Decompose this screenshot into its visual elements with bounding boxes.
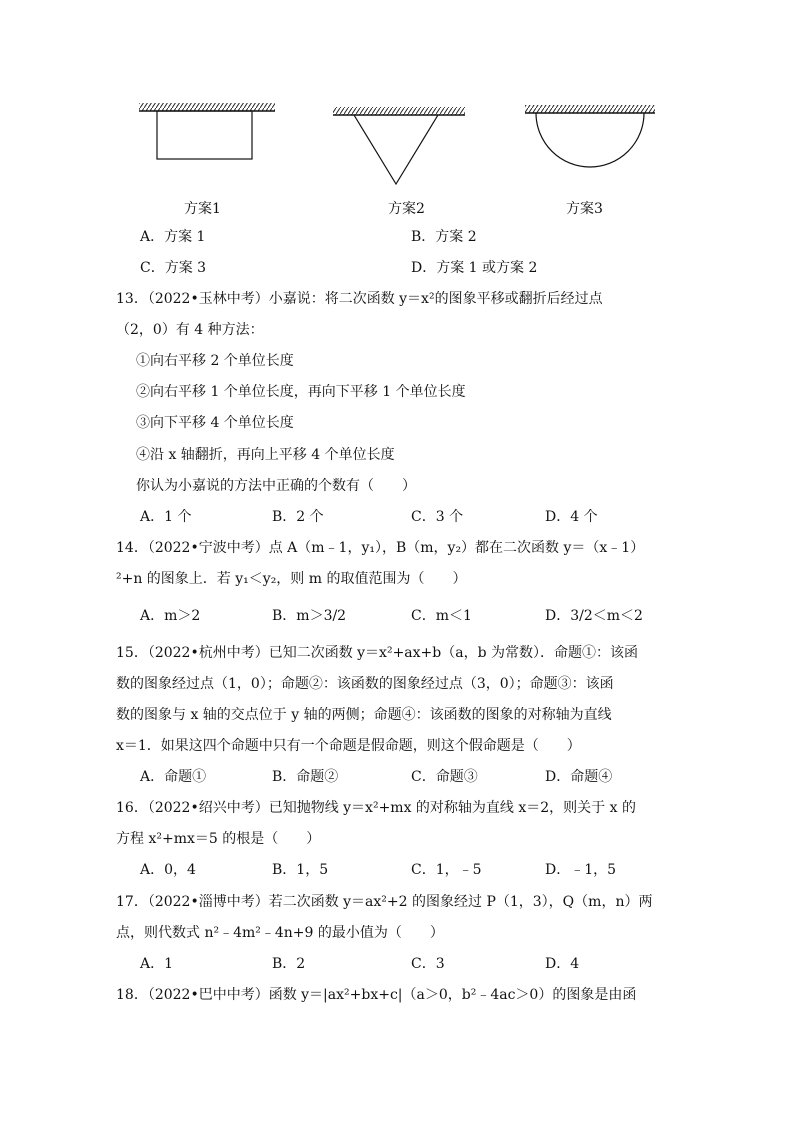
scheme-3-figure [525, 105, 655, 167]
q13-option-a: A．1 个 [140, 509, 192, 525]
q15-option-d: D．命题④ [545, 769, 613, 785]
q12-option-c: C．方案 3 [140, 260, 207, 276]
q14-option-c: C．m＜1 [411, 608, 472, 624]
q14-option-a: A．m＞2 [140, 608, 201, 624]
q13-item-4: ④沿 x 轴翻折，再向上平移 4 个单位长度 [136, 447, 395, 463]
q17-line-2: 点，则代数式 n²﹣4m²﹣4n+9 的最小值为（ ） [116, 925, 444, 941]
q14-stem-line-2: ²+n 的图象上．若 y₁＜y₂，则 m 的取值范围为（ ） [116, 571, 467, 587]
q15-option-a: A．命题① [140, 769, 207, 785]
q15-line-2: 数的图象经过点（1，0）；命题②：该函数的图象经过点（3，0）；命题③：该函 [116, 676, 614, 692]
caption-scheme-1: 方案1 [184, 201, 221, 217]
q17-option-c: C．3 [411, 956, 445, 972]
q17-option-b: B．2 [272, 956, 306, 972]
caption-scheme-3: 方案3 [566, 201, 603, 217]
q16-option-d: D．﹣1，5 [545, 862, 617, 878]
q13-option-b: B．2 个 [272, 509, 324, 525]
q17-option-a: A．1 [140, 956, 174, 972]
q13-item-2: ②向右平移 1 个单位长度，再向下平移 1 个单位长度 [136, 384, 466, 400]
q12-option-a: A．方案 1 [140, 229, 206, 245]
q13-item-3: ③向下平移 4 个单位长度 [136, 415, 294, 431]
q13-stem-line-2: （2，0）有 4 种方法： [116, 322, 264, 338]
q13-item-1: ①向右平移 2 个单位长度 [136, 353, 294, 369]
q14-option-d: D．3/2＜m＜2 [545, 608, 643, 624]
q14-option-b: B．m＞3/2 [272, 608, 347, 624]
q13-option-c: C．3 个 [411, 509, 464, 525]
q13-stem-line-1: 13．（2022•玉林中考）小嘉说：将二次函数 y＝x²的图象平移或翻折后经过点 [116, 291, 603, 307]
q12-option-b: B．方案 2 [411, 229, 477, 245]
q15-line-1: 15．（2022•杭州中考）已知二次函数 y＝x²+ax+b（a，b 为常数）．命题①：该函 [116, 645, 638, 661]
q15-option-b: B．命题② [272, 769, 339, 785]
scheme-2-figure [333, 107, 465, 184]
q16-option-b: B．1，5 [272, 862, 329, 878]
q13-ask: 你认为小嘉说的方法中正确的个数有（ ） [136, 478, 416, 494]
caption-scheme-2: 方案2 [388, 201, 425, 217]
scheme-1-figure [139, 103, 275, 159]
q17-line-1: 17．（2022•淄博中考）若二次函数 y＝ax²+2 的图象经过 P（1，3），Q（m，n）两 [116, 894, 653, 910]
q16-line-1: 16．（2022•绍兴中考）已知抛物线 y＝x²+mx 的对称轴为直线 x＝2，则关于 x 的 [116, 800, 636, 816]
q15-option-c: C．命题③ [411, 769, 478, 785]
q16-line-2: 方程 x²+mx＝5 的根是（ ） [116, 831, 321, 847]
q16-option-c: C．1，﹣5 [411, 862, 482, 878]
q15-line-3: 数的图象与 x 轴的交点位于 y 轴的两侧；命题④：该函数的图象的对称轴为直线 [116, 707, 612, 723]
scheme-figures [0, 0, 794, 230]
q18-line-1: 18．（2022•巴中中考）函数 y＝|ax²+bx+c|（a＞0，b²﹣4ac＞0）的图象是由函 [116, 987, 637, 1003]
q13-option-d: D．4 个 [545, 509, 598, 525]
q12-option-d: D．方案 1 或方案 2 [411, 260, 538, 276]
q14-stem-line-1: 14．（2022•宁波中考）点 A（m﹣1，y₁），B（m，y₂）都在二次函数 y＝（x﹣1） [116, 540, 645, 556]
q15-line-4: x＝1．如果这四个命题中只有一个命题是假命题，则这个假命题是（ ） [116, 738, 581, 754]
q16-option-a: A．0，4 [140, 862, 196, 878]
q17-option-d: D．4 [545, 956, 580, 972]
